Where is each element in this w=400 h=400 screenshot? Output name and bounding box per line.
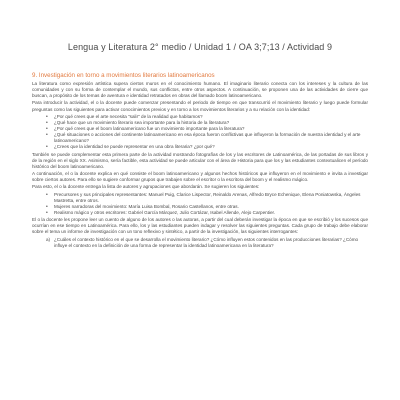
list-item: • ¿Por qué crees que el arte necesita "salir" de la realidad que habitamos?	[54, 114, 368, 120]
list-marker: a)	[46, 236, 51, 242]
list-item: • Precursores y sus principales representantes: Manuel Puig, Clarice Lispector, Reinaldo Arenas, Alfredo Bryce Echenique, Elena Poniatowska, Ángeles Mastretta, entre otros.	[54, 192, 368, 204]
list-item	[46, 236, 368, 249]
activity-paragraph: Para introducir la actividad, el o la docente puede comenzar presentando el periodo de tiempo en que transcurrió el movimiento literario y luego puede formular preguntas como las siguientes para activar conocimientos previos y en torno a los movimientos literarios y a su relación con la identidad:	[32, 100, 368, 112]
authors-list	[32, 192, 368, 216]
list-item: • ¿Crees que la identidad se puede representar en una obra literaria? ¿por qué?	[54, 144, 368, 150]
document-title: Lengua y Literatura 2° medio / Unidad 1 / OA 3;7;13 / Actividad 9	[67, 42, 333, 52]
section-heading: 9. Investigación en torno a movimientos literarios latinoamericanos	[32, 72, 215, 79]
question-list	[32, 114, 368, 151]
intro-paragraph: La literatura como expresión artística supera ciertos muros en el conocimiento humano. El imaginario literario conecta con los intereses y la cultura de las comunidades y con su forma de contemplar el mundo, sus conflictos, entre otros aspectos. A continuación, se proponen una de las actividades de cierre que buscan, a propósito de los temas de aventura e identidad retratados en obras del llamado boom latinoamericano.	[32, 81, 368, 99]
complement-paragraph: También se puede complementar esta primera parte de la actividad mostrando fotografías de los y las escritores de Latinoamérica, de las portadas de sus libros y de la región en el siglo XX. Asimismo, sería factible, esta actividad se puede articular con el área de Historia para que los y las estudiantes contextualicen el período histórico del boom latinoamericano.	[32, 151, 368, 169]
list-item: • ¿Qué situaciones o acciones del continente latinoamericano en esa época fueron conflictivas que influyeron la formación de nuestra identidad y el arte latinoamericano?	[54, 132, 368, 144]
list-item: • ¿Por qué crees que el boom latinoamericano fue un movimiento importante para la literatura?	[54, 126, 368, 132]
authors-intro-paragraph: Para esto, el o la docente entrega la lista de autores y agrupaciones que abordarán. Se sugieren los siguientes:	[32, 184, 260, 190]
list-item: • ¿Qué hace que un movimiento literario sea importante para la historia de la literatura?	[54, 120, 368, 126]
research-paragraph: El o la docente les propone leer un cuento de alguno de los autores o las autoras, a partir del cual deberán investigar la época en que se escribió y los sucesos que ocurrían en ese tiempo en Latinoamérica. Para ello, los y las estudiantes pueden indagar y resolver las siguientes preguntas. Cada grupo de trabajo debe elaborar sobre el tema un informe de investigación con un tono reflexivo y sintético, a partir de la investigación, las siguientes interrogantes:	[32, 217, 368, 235]
boom-paragraph: A continuación, el o la docente explica en qué consiste el boom latinoamericano y algunos hechos históricos que influyeron en el movimiento e invita a investigar sobre ciertos autores. Para ello se sugiere conformar grupos que trabajen sobre el escritor o la escritora del boom y el realismo mágico.	[32, 171, 368, 183]
list-item: • Realismo mágico y otros escritores: Gabriel García Márquez, Julio Cortázar, Isabel Allende, Alejo Carpentier.	[54, 210, 368, 216]
document-body	[32, 81, 368, 249]
research-question-list	[32, 237, 368, 249]
list-item-text: ¿Cuáles el contexto histórico en el que se desarrolla el movimiento literario? ¿Cómo influyen estos contenidos en las producciones literarias? ¿Cómo influye el contexto en la definición de una forma de representar la identidad latinoamericana en la literatura?	[54, 236, 359, 248]
list-item: • Mujeres narradoras del movimiento: María Luisa Bombal, Rosario Castellanos, entre otras.	[54, 204, 368, 210]
